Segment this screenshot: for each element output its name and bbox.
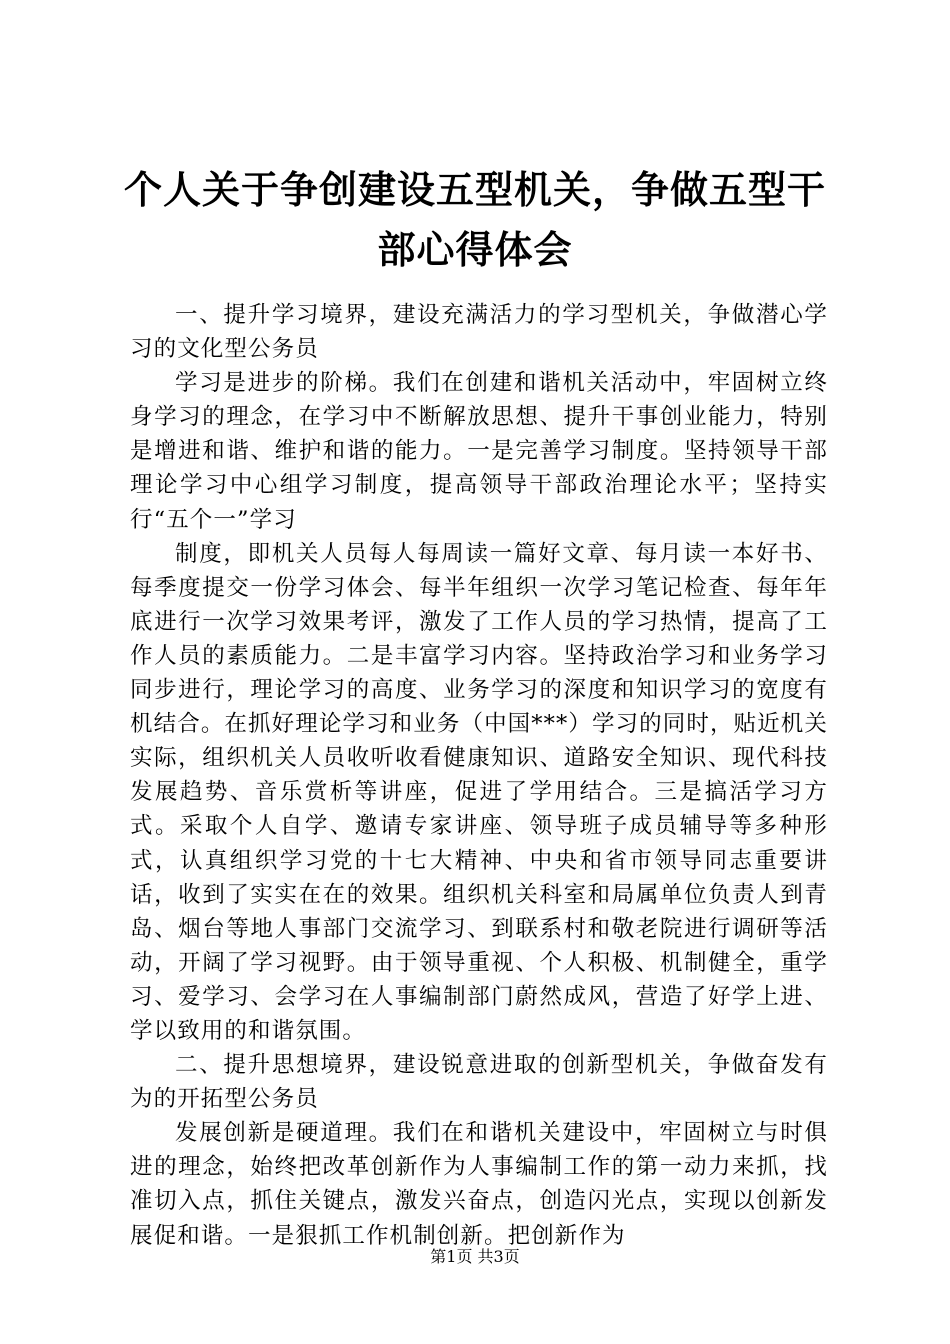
body-paragraph: 学习是进步的阶梯。我们在创建和谐机关活动中，牢固树立终身学习的理念，在学习中不断解放思想、提升干事创业能力，特别是增进和谐、维护和谐的能力。一是完善学习制度。坚持领导干部理论学习中心组学习制度，提高领导干部政治理论水平；坚持实行“五个一”学习 [130,370,828,533]
body-paragraph: 制度，即机关人员每人每周读一篇好文章、每月读一本好书、每季度提交一份学习体会、每半年组织一次学习笔记检查、每年年底进行一次学习效果考评，激发了工作人员的学习热情，提高了工作人员的素质能力。二是丰富学习内容。坚持政治学习和业务学习同步进行，理论学习的高度、业务学习的深度和知识学习的宽度有机结合。在抓好理论学习和业务（中国***）学习的同时，贴近机关实际，组织机关人员收听收看健康知识、道路安全知识、现代科技发展趋势、音乐赏析等讲座，促进了学用结合。三是搞活学习方式。采取个人自学、邀请专家讲座、领导班子成员辅导等多种形式，认真组织学习党的十七大精神、中央和省市领导同志重要讲话，收到了实实在在的效果。组织机关科室和局属单位负责人到青岛、烟台等地人事部门交流学习、到联系村和敬老院进行调研等活动，开阔了学习视野。由于领导重视、个人积极、机制健全，重学习、爱学习、会学习在人事编制部门蔚然成风，营造了好学上进、学以致用的和谐氛围。 [130,540,828,1044]
page-number-footer: 第1页 共3页 [430,1247,520,1266]
section-heading-2: 二、提升思想境界，建设锐意进取的创新型机关，争做奋发有为的开拓型公务员 [130,1052,828,1113]
body-paragraph: 发展创新是硬道理。我们在和谐机关建设中，牢固树立与时俱进的理念，始终把改革创新作为人事编制工作的第一动力来抓，找准切入点，抓住关键点，激发兴奋点，创造闪光点，实现以创新发展促和谐。一是狠抓工作机制创新。把创新作为 [130,1120,828,1249]
section-heading-1: 一、提升学习境界，建设充满活力的学习型机关，争做潜心学习的文化型公务员 [130,302,828,363]
document-body [130,298,828,1253]
document-title: 个人关于争创建设五型机关，争做五型干部心得体会 [123,167,826,272]
